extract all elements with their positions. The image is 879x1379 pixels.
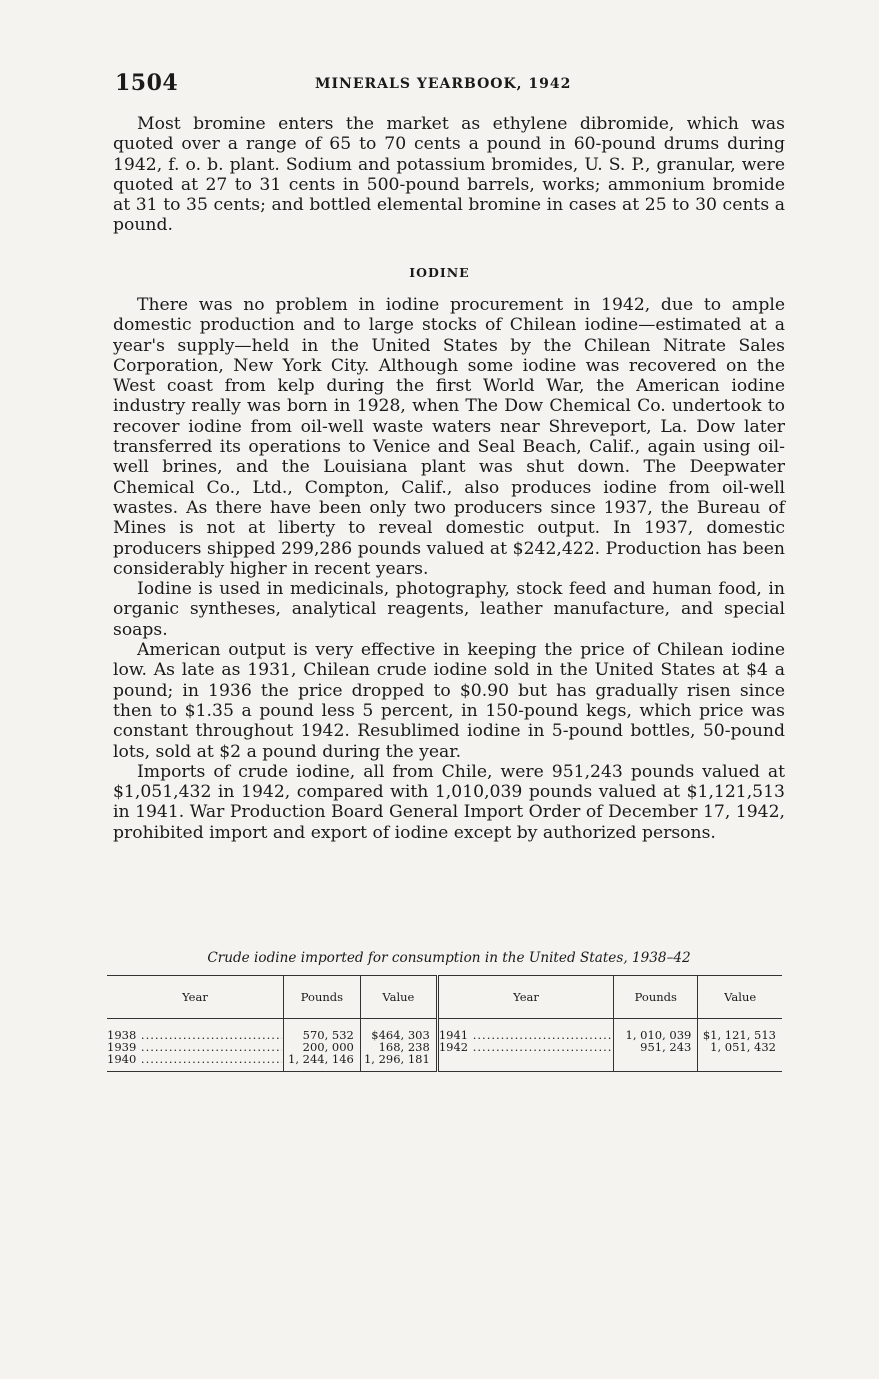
pounds-1941: 1, 010, 039 — [625, 1028, 692, 1042]
year-1938: 1938 ..... — [107, 1029, 282, 1041]
year-1942: 1942 ..... — [439, 1041, 612, 1053]
table-row — [107, 1019, 782, 1072]
value-1941: $1, 121, 513 — [702, 1028, 776, 1042]
page-header — [115, 70, 785, 100]
bromine-paragraph-block — [113, 114, 785, 236]
column-header-pounds: Pounds — [614, 976, 698, 1019]
year-1941: 1941 ..... — [439, 1029, 612, 1041]
column-header-value: Value — [698, 976, 782, 1019]
value-1939: 168, 238 — [378, 1040, 430, 1054]
page-number: 1504 — [115, 70, 179, 96]
left-pounds-cell — [283, 1019, 360, 1072]
table-caption: Crude iodine imported for consumption in the United States, 1938–42 — [207, 950, 691, 966]
right-year-cell — [437, 1019, 613, 1072]
pounds-1940: 1, 244, 146 — [288, 1052, 354, 1066]
left-value-cell — [360, 1019, 437, 1072]
section-heading: IODINE — [409, 265, 470, 280]
right-value-cell — [698, 1019, 782, 1072]
column-header-year: Year — [437, 976, 613, 1019]
right-pounds-cell — [614, 1019, 698, 1072]
paragraph: American output is very effective in keeping the price of Chilean iodine low. As late as 1931, Chilean crude iodine sold in the United States at $4 a pound; in 1936 the price dropped to $0.90 but has gradually risen since then to $1.35 a pound less 5 percent, in 150-pound kegs, which price was constant throughout 1942. Resublimed iodine in 5-pound bottles, 50-pound lots, sold at $2 a pound during the year. — [113, 640, 785, 762]
paragraph: There was no problem in iodine procurement in 1942, due to ample domestic production and to large stocks of Chilean iodine—estimated at a year's supply—held in the United States by the Chilean Nitrate Sales Corporation, New York City. Although some iodine was recovered on the West coast from kelp during the first World War, the American iodine industry really was born in 1928, when The Dow Chemical Co. undertook to recover iodine from oil-well waste waters near Shreveport, La. Dow later transferred its operations to Venice and Seal Beach, Calif., again using oil-well brines, and the Louisiana plant was shut down. The Deepwater Chemical Co., Ltd., Compton, Calif., also produces iodine from oil-well wastes. As there have been only two producers since 1937, the Bureau of Mines is not at liberty to reveal domestic output. In 1937, domestic producers shipped 299,286 pounds valued at $242,422. Production has been considerably higher in recent years. — [113, 295, 785, 579]
pounds-1938: 570, 532 — [302, 1028, 354, 1042]
year-1939: 1939 ..... — [107, 1041, 282, 1053]
pounds-1939: 200, 000 — [302, 1040, 354, 1054]
paragraph: Imports of crude iodine, all from Chile, were 951,243 pounds valued at $1,051,432 in 1942, compared with 1,010,039 pounds valued at $1,121,513 in 1941. War Production Board General Import Order of December 17, 1942, prohibited import and export of iodine except by authorized persons. — [113, 761, 785, 843]
paragraph: Iodine is used in medicinals, photography, stock feed and human food, in organic syntheses, analytical reagents, leather manufacture, and special soaps. — [113, 579, 785, 640]
value-1938: $464, 303 — [371, 1028, 430, 1042]
iodine-text — [113, 295, 785, 843]
bromine-paragraph: Most bromine enters the market as ethylene dibromide, which was quoted over a range of 65 to 70 cents a pound in 60-pound drums during 1942, f. o. b. plant. Sodium and potassium bromides, U. S. P., granular, were quoted at 27 to 31 cents in 500-pound barrels, works; ammonium bromide at 31 to 35 cents; and bottled elemental bromine in cases at 25 to 30 cents a pound. — [113, 114, 785, 236]
left-year-cell — [107, 1019, 283, 1072]
pounds-1942: 951, 243 — [640, 1040, 692, 1054]
value-1940: 1, 296, 181 — [363, 1052, 430, 1066]
column-header-value: Value — [360, 976, 437, 1019]
value-1942: 1, 051, 432 — [710, 1040, 776, 1054]
table-header-row — [107, 976, 782, 1019]
iodine-imports-table — [107, 975, 782, 1072]
running-head: MINERALS YEARBOOK, 1942 — [315, 76, 572, 92]
column-header-year: Year — [107, 976, 283, 1019]
column-header-pounds: Pounds — [283, 976, 360, 1019]
year-1940: 1940 ..... — [107, 1053, 282, 1065]
